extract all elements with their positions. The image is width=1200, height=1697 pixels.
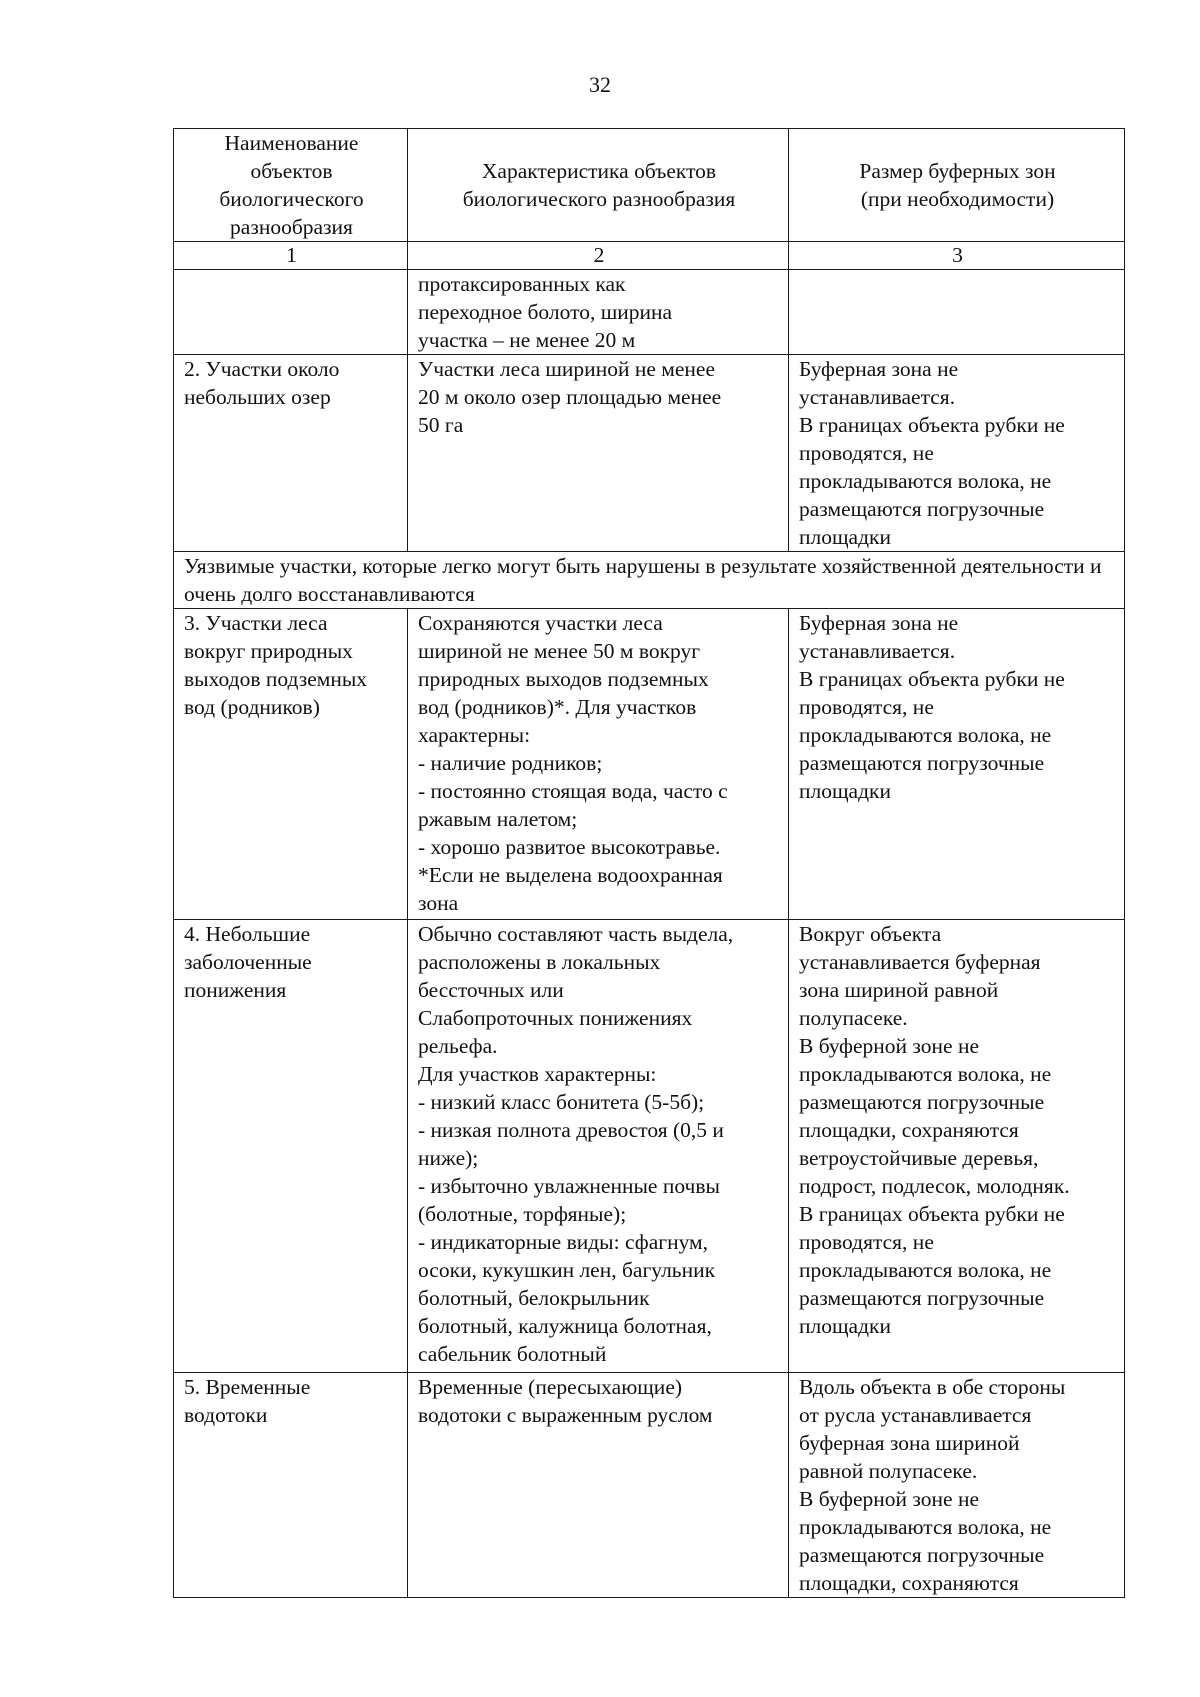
characteristic-cell: Сохраняются участки леса шириной не менее 50 м вокруг природных выходов подземных вод (родников)*. Для участков характерны: - наличие родников; - постоянно стоящая вода, часто с ржавым налетом; - хорошо развитое высокотравье. *Если не выделена водоохранная зона bbox=[408, 609, 789, 920]
buffer-cell bbox=[789, 270, 1125, 355]
characteristic-cell: Обычно составляют часть выдела, расположены в локальных бессточных или Слабопроточных понижениях рельефа. Для участков характерны: - низкий класс бонитета (5-5б); - низкая полнота древостоя (0,5 и ниже); - избыточно увлажненные почвы (болотные, торфяные); - индикаторные виды: сфагнум, осоки, кукушкин лен, багульник болотный, белокрыльник болотный, калужница болотная, сабельник болотный bbox=[408, 920, 789, 1373]
column-number: 2 bbox=[408, 242, 789, 270]
page-number: 32 bbox=[589, 72, 611, 97]
table-row bbox=[174, 920, 1125, 1373]
table-row bbox=[174, 270, 1125, 355]
object-name-cell: 3. Участки леса вокруг природных выходов подземных вод (родников) bbox=[174, 609, 408, 920]
biodiversity-table bbox=[173, 128, 1125, 1598]
object-name-cell bbox=[174, 270, 408, 355]
object-name-cell: 5. Временные водотоки bbox=[174, 1373, 408, 1598]
buffer-cell: Вдоль объекта в обе стороны от русла устанавливается буферная зона шириной равной полупасеке. В буферной зоне не прокладываются волока, не размещаются погрузочные площадки, сохраняются bbox=[789, 1373, 1125, 1598]
table-header-row bbox=[174, 129, 1125, 242]
header-characteristic: Характеристика объектов биологического разнообразия bbox=[408, 129, 789, 242]
buffer-cell: Вокруг объекта устанавливается буферная зона шириной равной полупасеке. В буферной зоне не прокладываются волока, не размещаются погрузочные площадки, сохраняются ветроустойчивые деревья, подрост, подлесок, молодняк. В границах объекта рубки не проводятся, не прокладываются волока, не размещаются погрузочные площадки bbox=[789, 920, 1125, 1373]
buffer-cell: Буферная зона не устанавливается. В границах объекта рубки не проводятся, не прокладываются волока, не размещаются погрузочные площадки bbox=[789, 609, 1125, 920]
buffer-cell: Буферная зона не устанавливается. В границах объекта рубки не проводятся, не прокладываются волока, не размещаются погрузочные площадки bbox=[789, 355, 1125, 552]
section-heading-row bbox=[174, 552, 1125, 609]
table-row bbox=[174, 355, 1125, 552]
table-row bbox=[174, 1373, 1125, 1598]
column-number-row bbox=[174, 242, 1125, 270]
characteristic-cell: Участки леса шириной не менее 20 м около озер площадью менее 50 га bbox=[408, 355, 789, 552]
table-row bbox=[174, 609, 1125, 920]
object-name-cell: 2. Участки около небольших озер bbox=[174, 355, 408, 552]
section-heading-cell: Уязвимые участки, которые легко могут быть нарушены в результате хозяйственной деятельности и очень долго восстанавливаются bbox=[174, 552, 1125, 609]
characteristic-cell: протаксированных как переходное болото, ширина участка – не менее 20 м bbox=[408, 270, 789, 355]
column-number: 1 bbox=[174, 242, 408, 270]
characteristic-cell: Временные (пересыхающие) водотоки с выраженным руслом bbox=[408, 1373, 789, 1598]
header-object-name: Наименование объектов биологического разнообразия bbox=[174, 129, 408, 242]
column-number: 3 bbox=[789, 242, 1125, 270]
header-buffer-size: Размер буферных зон (при необходимости) bbox=[789, 129, 1125, 242]
object-name-cell: 4. Небольшие заболоченные понижения bbox=[174, 920, 408, 1373]
